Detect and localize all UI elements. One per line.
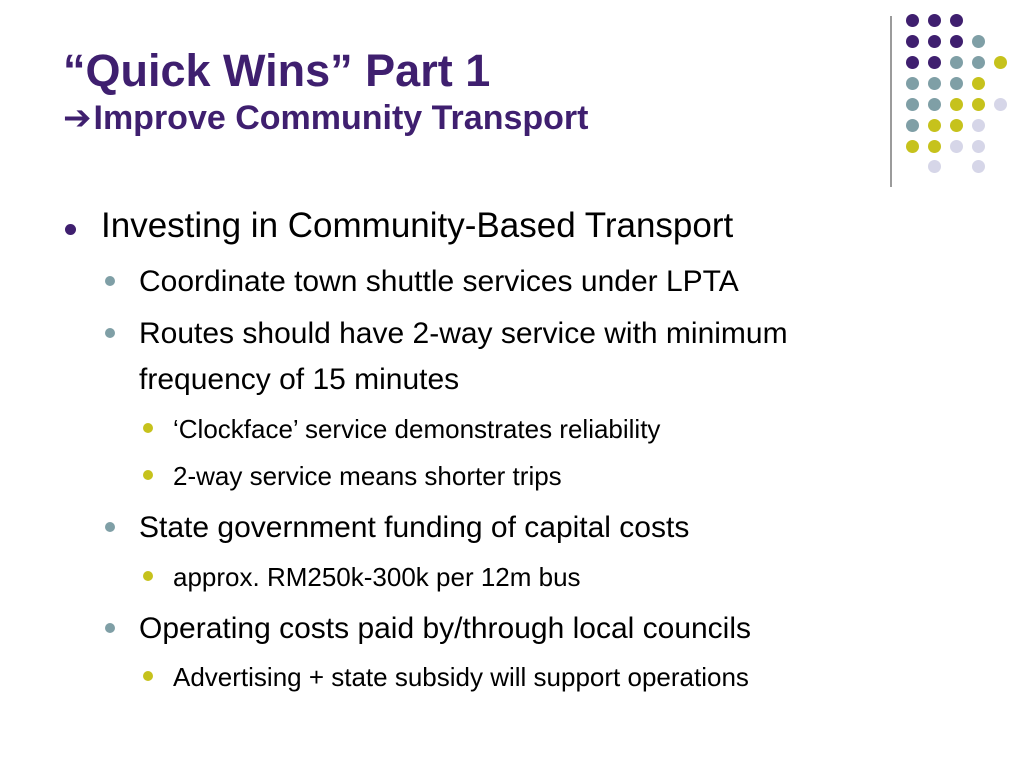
- bullet-dot-icon: [105, 276, 115, 286]
- bullet-dot-icon: [105, 522, 115, 532]
- decorative-dot: [950, 56, 963, 69]
- bullet-dot-icon: [65, 224, 76, 235]
- bullet-dot-icon: [143, 470, 153, 480]
- decorative-dot: [928, 56, 941, 69]
- decorative-dot: [928, 14, 941, 27]
- decorative-dot: [906, 77, 919, 90]
- bullet-text: State government funding of capital costs: [139, 511, 690, 544]
- decorative-divider: [890, 16, 892, 187]
- bullet-level2: [139, 311, 788, 357]
- decorative-dot: [906, 35, 919, 48]
- bullet-text-continuation: [139, 357, 459, 403]
- decorative-dot: [972, 77, 985, 90]
- decorative-dot: [972, 140, 985, 153]
- bullet-level1: [101, 206, 733, 246]
- bullet-level3: [173, 412, 660, 446]
- decorative-dot: [928, 98, 941, 111]
- decorative-dot: [950, 119, 963, 132]
- bullet-text: Operating costs paid by/through local councils: [139, 612, 752, 645]
- bullet-level3: [173, 560, 581, 594]
- decorative-dot: [950, 14, 963, 27]
- title-line-2: [63, 99, 588, 137]
- decorative-dot: [950, 98, 963, 111]
- decorative-dot: [972, 160, 985, 173]
- decorative-dot: [928, 119, 941, 132]
- bullet-dot-icon: [105, 623, 115, 633]
- bullet-dot-icon: [143, 571, 153, 581]
- decorative-dot: [972, 56, 985, 69]
- decorative-dot: [928, 140, 941, 153]
- bullet-dot-icon: [105, 328, 115, 338]
- bullet-text: ‘Clockface’ service demonstrates reliability: [173, 414, 661, 444]
- bullet-text: 2-way service means shorter trips: [173, 461, 562, 491]
- bullet-text: approx. RM250k-300k per 12m bus: [173, 562, 581, 592]
- decorative-dot-grid: [906, 14, 1016, 164]
- decorative-dot: [950, 35, 963, 48]
- decorative-dot: [972, 119, 985, 132]
- bullet-level2: [139, 259, 739, 305]
- decorative-dot: [906, 119, 919, 132]
- bullet-text: Coordinate town shuttle services under LPTA: [139, 265, 739, 298]
- slide-title: [63, 44, 588, 137]
- decorative-dot: [906, 98, 919, 111]
- bullet-text: frequency of 15 minutes: [139, 363, 460, 396]
- decorative-dot: [994, 98, 1007, 111]
- decorative-dot: [972, 98, 985, 111]
- decorative-dot: [994, 56, 1007, 69]
- bullet-dot-icon: [143, 671, 153, 681]
- bullet-dot-icon: [143, 423, 153, 433]
- bullet-level3: [173, 660, 749, 694]
- decorative-dot: [972, 35, 985, 48]
- decorative-dot: [928, 160, 941, 173]
- decorative-dot: [950, 77, 963, 90]
- bullet-text: Advertising + state subsidy will support operations: [173, 662, 749, 692]
- decorative-dot: [928, 77, 941, 90]
- bullet-level2: [139, 606, 751, 652]
- title-line-1: “Quick Wins” Part 1: [63, 45, 491, 96]
- decorative-dot: [906, 140, 919, 153]
- decorative-dot: [906, 14, 919, 27]
- bullet-text: Investing in Community-Based Transport: [101, 206, 734, 245]
- bullet-text: Routes should have 2-way service with minimum: [139, 317, 788, 350]
- title-subtitle: Improve Community Transport: [93, 99, 589, 137]
- decorative-dot: [928, 35, 941, 48]
- bullet-level3: [173, 459, 562, 493]
- arrow-right-icon: ➔: [63, 98, 92, 138]
- decorative-dot: [950, 140, 963, 153]
- bullet-level2: [139, 505, 689, 551]
- decorative-dot: [906, 56, 919, 69]
